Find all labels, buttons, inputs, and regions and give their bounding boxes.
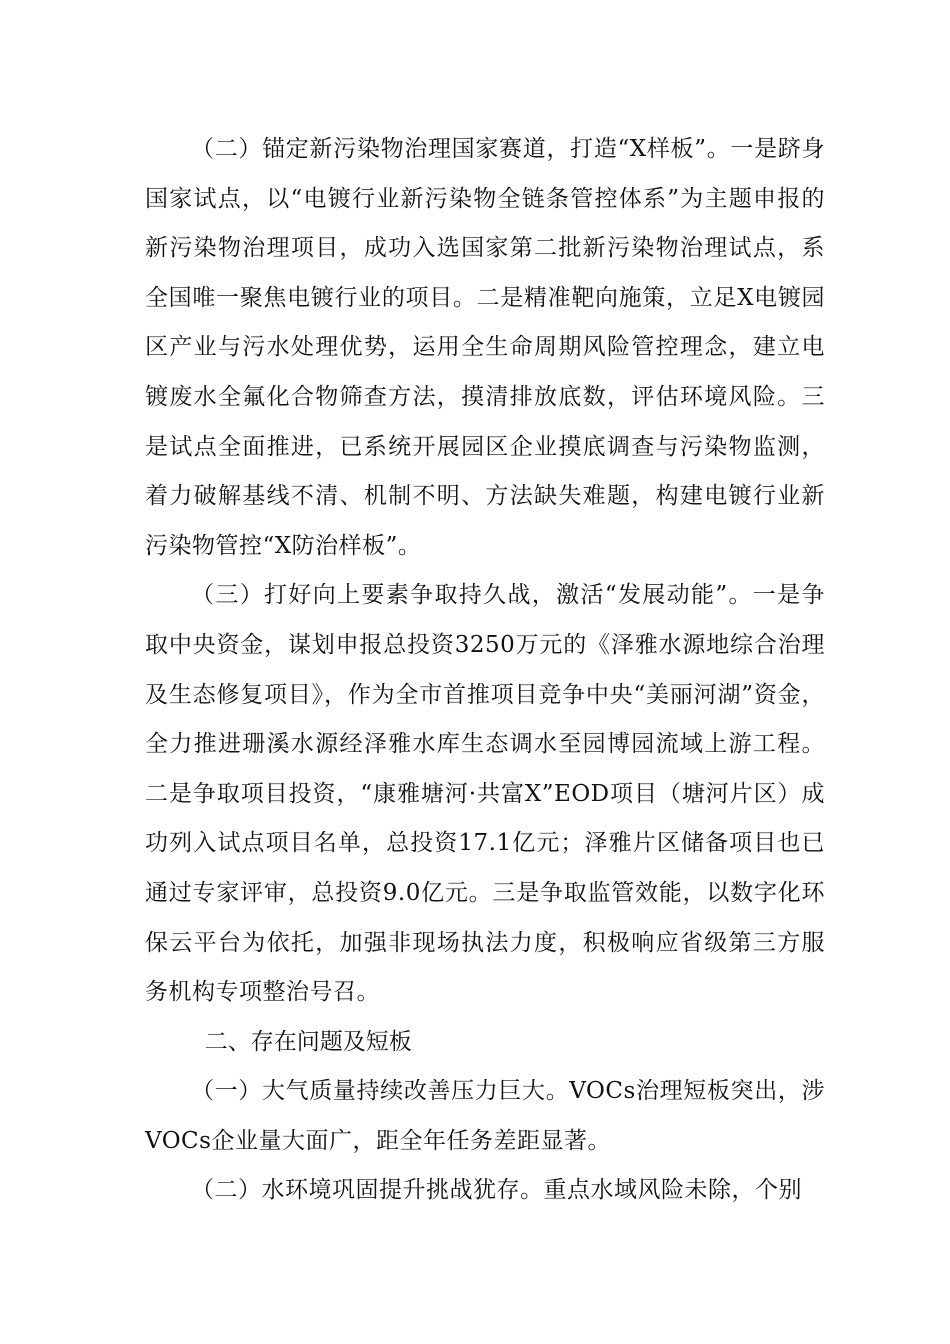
document-page — [145, 125, 825, 1216]
section-heading: 二、存在问题及短板 — [204, 1028, 412, 1055]
issue-air-quality: （一）大气质量持续改善压力巨大。VOCs治理短板突出，涉VOCs企业量大面广，距全年任务差距显著。 — [145, 1078, 825, 1154]
issue-water-environment: （二）水环境巩固提升挑战犹存。重点水域风险未除，个别 — [191, 1177, 802, 1204]
paragraph-funding: （三）打好向上要素争取持久战，激活“发展动能”。一是争取中央资金，谋划申报总投资3250万元的《泽雅水源地综合治理及生态修复项目》，作为全市首推项目竞争中央“美丽河湖”资金，全力推进珊溪水源经泽雅水库生态调水至园博园流域上游工程。二是争取项目投资，“康雅塘河·共富X”EOD项目（塘河片区）成功列入试点项目名单，总投资17.1亿元；泽雅片区储备项目也已通过专家评审，总投资9.0亿元。三是争取监管效能，以数字化环保云平台为依托，加强非现场执法力度，积极响应省级第三方服务机构专项整治号召。 — [145, 582, 825, 1006]
paragraph-new-pollutants: （二）锚定新污染物治理国家赛道，打造“X样板”。一是跻身国家试点，以“电镀行业新污染物全链条管控体系”为主题申报的新污染物治理项目，成功入选国家第二批新污染物治理试点，系全国唯一聚焦电镀行业的项目。二是精准靶向施策，立足X电镀园区产业与污水处理优势，运用全生命周期风险管控理念，建立电镀废水全氟化合物筛查方法，摸清排放底数，评估环境风险。三是试点全面推进，已系统开展园区企业摸底调查与污染物监测，着力破解基线不清、机制不明、方法缺失难题，构建电镀行业新污染物管控“X防治样板”。 — [145, 136, 825, 559]
